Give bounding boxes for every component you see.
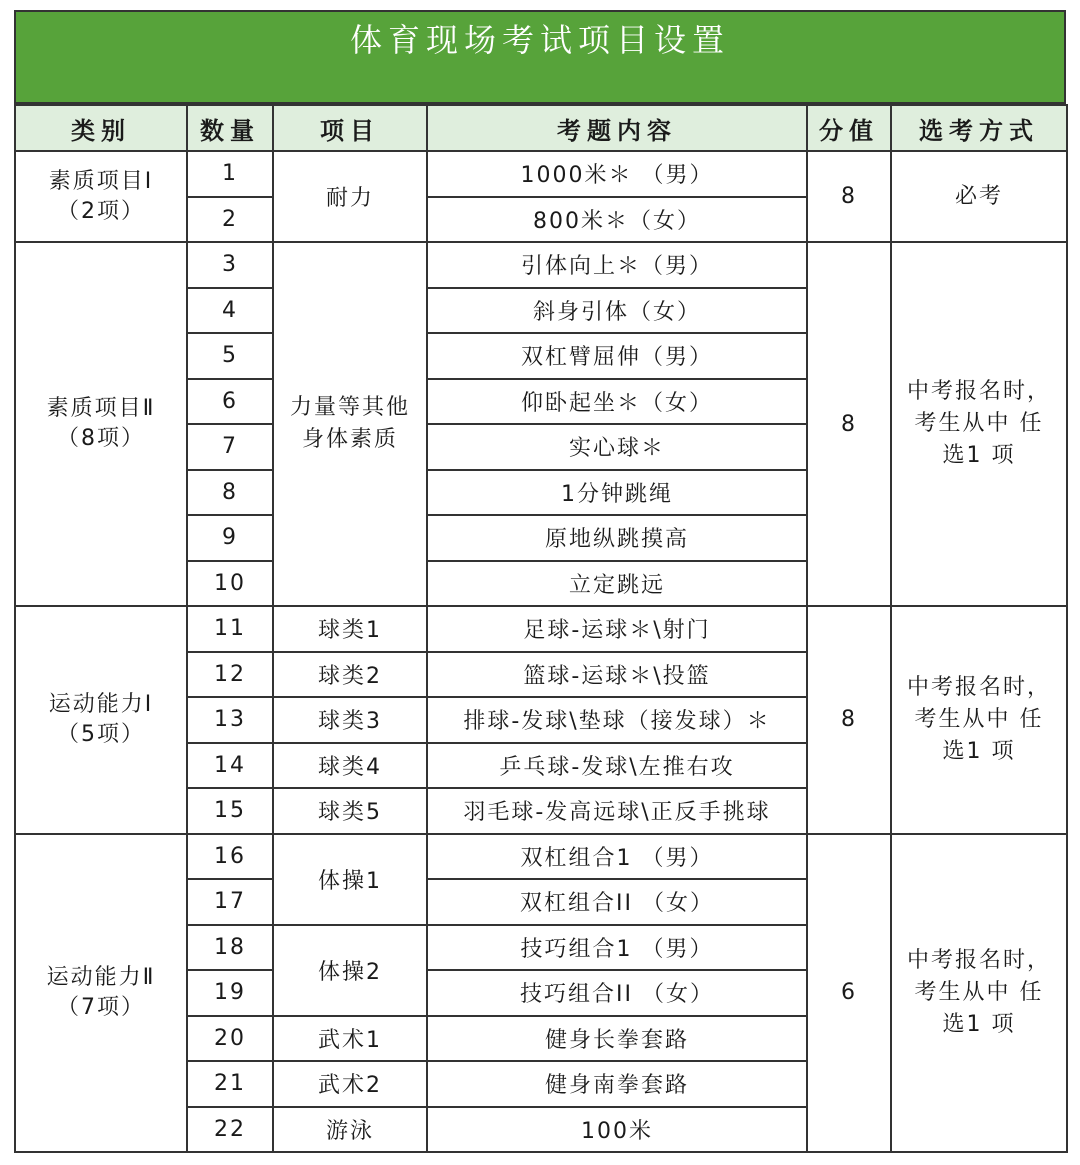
item-number: 3 bbox=[187, 242, 273, 288]
header-item: 项目 bbox=[273, 105, 427, 151]
exam-content: 原地纵跳摸高 bbox=[427, 515, 807, 561]
method-cell: 必考 bbox=[891, 151, 1067, 242]
item-name: 球类4 bbox=[273, 743, 427, 789]
exam-table-frame bbox=[14, 10, 1066, 1153]
exam-content: 1分钟跳绳 bbox=[427, 470, 807, 516]
exam-content: 实心球＊ bbox=[427, 424, 807, 470]
table-row bbox=[15, 151, 1067, 197]
exam-content: 篮球-运球＊\投篮 bbox=[427, 652, 807, 698]
item-name: 体操2 bbox=[273, 925, 427, 1016]
table-row bbox=[15, 606, 1067, 652]
exam-content: 足球-运球＊\射门 bbox=[427, 606, 807, 652]
header-content: 考题内容 bbox=[427, 105, 807, 151]
item-number: 8 bbox=[187, 470, 273, 516]
category-count: （8项） bbox=[57, 426, 145, 451]
table-title: 体育现场考试项目设置 bbox=[14, 10, 1066, 104]
exam-content: 立定跳远 bbox=[427, 561, 807, 607]
header-method: 选考方式 bbox=[891, 105, 1067, 151]
category-cell bbox=[15, 606, 187, 834]
item-number: 1 bbox=[187, 151, 273, 197]
item-name: 游泳 bbox=[273, 1107, 427, 1153]
item-name: 球类5 bbox=[273, 788, 427, 834]
item-number: 12 bbox=[187, 652, 273, 698]
item-name: 球类3 bbox=[273, 697, 427, 743]
category-name: 运动能力Ⅱ bbox=[46, 964, 156, 990]
exam-content: 仰卧起坐＊（女） bbox=[427, 379, 807, 425]
item-number: 6 bbox=[187, 379, 273, 425]
item-number: 14 bbox=[187, 743, 273, 789]
score-cell: 8 bbox=[807, 242, 891, 606]
exam-content: 双杠臂屈伸（男） bbox=[427, 333, 807, 379]
item-number: 13 bbox=[187, 697, 273, 743]
item-name: 力量等其他身体素质 bbox=[273, 242, 427, 606]
item-number: 5 bbox=[187, 333, 273, 379]
category-count: （5项） bbox=[57, 721, 145, 747]
exam-content: 斜身引体（女） bbox=[427, 288, 807, 334]
header-row bbox=[15, 105, 1067, 151]
item-number: 11 bbox=[187, 606, 273, 652]
item-number: 22 bbox=[187, 1107, 273, 1153]
exam-content: 引体向上＊（男） bbox=[427, 242, 807, 288]
exam-content: 健身长拳套路 bbox=[427, 1016, 807, 1062]
item-number: 19 bbox=[187, 970, 273, 1016]
table-row bbox=[15, 834, 1067, 880]
item-name: 武术1 bbox=[273, 1016, 427, 1062]
category-cell bbox=[15, 242, 187, 606]
exam-content: 技巧组合1 （男） bbox=[427, 925, 807, 971]
item-number: 15 bbox=[187, 788, 273, 834]
item-number: 2 bbox=[187, 197, 273, 243]
header-score: 分值 bbox=[807, 105, 891, 151]
category-cell bbox=[15, 151, 187, 242]
item-number: 16 bbox=[187, 834, 273, 880]
method-cell: 中考报名时，考生从中 任选1 项 bbox=[891, 606, 1067, 834]
item-name: 耐力 bbox=[273, 151, 427, 242]
item-number: 9 bbox=[187, 515, 273, 561]
exam-content: 羽毛球-发高远球\正反手挑球 bbox=[427, 788, 807, 834]
score-cell: 8 bbox=[807, 151, 891, 242]
exam-content: 100米 bbox=[427, 1107, 807, 1153]
category-cell bbox=[15, 834, 187, 1153]
item-number: 4 bbox=[187, 288, 273, 334]
exam-content: 双杠组合II （女） bbox=[427, 879, 807, 925]
category-name: 素质项目Ⅱ bbox=[46, 396, 156, 421]
category-name: 素质项目Ⅰ bbox=[48, 168, 154, 194]
item-name: 球类2 bbox=[273, 652, 427, 698]
exam-content: 健身南拳套路 bbox=[427, 1061, 807, 1107]
category-count: （7项） bbox=[57, 994, 145, 1020]
item-name: 球类1 bbox=[273, 606, 427, 652]
item-number: 18 bbox=[187, 925, 273, 971]
header-count: 数量 bbox=[187, 105, 273, 151]
category-count: （2项） bbox=[57, 198, 145, 224]
exam-content: 乒乓球-发球\左推右攻 bbox=[427, 743, 807, 789]
score-cell: 6 bbox=[807, 834, 891, 1153]
category-name: 运动能力Ⅰ bbox=[48, 691, 154, 717]
header-category: 类别 bbox=[15, 105, 187, 151]
item-number: 17 bbox=[187, 879, 273, 925]
item-name: 武术2 bbox=[273, 1061, 427, 1107]
item-number: 7 bbox=[187, 424, 273, 470]
exam-content: 排球-发球\垫球（接发球）＊ bbox=[427, 697, 807, 743]
score-cell: 8 bbox=[807, 606, 891, 834]
exam-items-table bbox=[14, 104, 1068, 1153]
method-cell: 中考报名时，考生从中 任选1 项 bbox=[891, 242, 1067, 606]
item-number: 21 bbox=[187, 1061, 273, 1107]
item-number: 10 bbox=[187, 561, 273, 607]
item-name: 体操1 bbox=[273, 834, 427, 925]
method-cell: 中考报名时，考生从中 任选1 项 bbox=[891, 834, 1067, 1153]
exam-content: 技巧组合II （女） bbox=[427, 970, 807, 1016]
exam-content: 1000米＊ （男） bbox=[427, 151, 807, 197]
exam-content: 800米＊（女） bbox=[427, 197, 807, 243]
table-row bbox=[15, 242, 1067, 288]
exam-content: 双杠组合1 （男） bbox=[427, 834, 807, 880]
item-number: 20 bbox=[187, 1016, 273, 1062]
